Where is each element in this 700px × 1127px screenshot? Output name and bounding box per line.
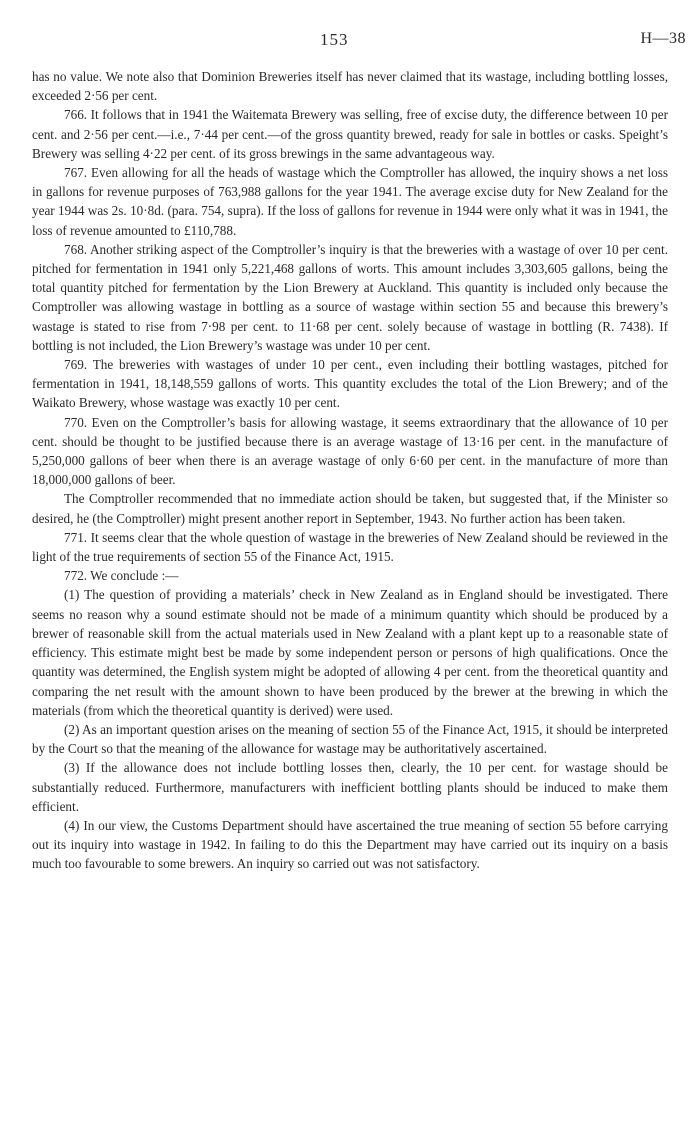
conclusion-4: (4) In our view, the Customs Department should have ascertained the true meaning of section 55 before carrying out its inquiry into wastage in 1942. In failing to do this the Department may have carried out its inquiry on a basis much too favourable to some brewers. An inquiry so carried out was not satisfactory. bbox=[32, 817, 668, 872]
paragraph-768: 768. Another striking aspect of the Comptroller’s inquiry is that the breweries with a wastage of over 10 per cent. pitched for fermentation in 1941 only 5,221,468 gallons of worts. This amount includes 3,303,605 gallons, being the total quantity pitched for fermentation by the Lion Brewery at Auckland. This quantity is included only because the Comptroller was allowing wastage in bottling as a source of wastage within section 55 and because this brewery’s wastage is stated to rise from 7·98 per cent. to 11·68 per cent. solely because of wastage in bottling (R. 7438). If bottling is not included, the Lion Brewery’s wastage was under 10 per cent. bbox=[32, 241, 668, 353]
conclusions-list bbox=[32, 585, 668, 873]
paragraph-771: 771. It seems clear that the whole question of wastage in the breweries of New Zealand should be reviewed in the light of the true requirements of section 55 of the Finance Act, 1915. bbox=[32, 529, 668, 565]
document-reference: H—38 bbox=[640, 30, 686, 47]
paragraph-770-continued: The Comptroller recommended that no immediate action should be taken, but suggested that, if the Minister so desired, he (the Comptroller) might present another report in September, 1943. No further action has been taken. bbox=[32, 491, 668, 526]
conclusion-1: (1) The question of providing a materials’ check in New Zealand as in England should be investigated. There seems no reason why a sound estimate should not be made of a minimum quantity which should be produced by a brewer of reasonable skill from the actual materials used in New Zealand with a plant kept up to a reasonable state of efficiency. This estimate might best be made by some independent person or persons of high qualifications. Once the quantity was determined, the English system might be adopted of allowing 4 per cent. from the theoretical quantity and comparing the net result with the amount shown to have been produced by the brewer at the brewing in which the materials (from which the theoretical quantity is derived) were used. bbox=[32, 587, 668, 718]
paragraph-continuation: has no value. We note also that Dominion Breweries itself has never claimed that its wastage, including bottling losses, exceeded 2·56 per cent. bbox=[32, 69, 668, 104]
page-header bbox=[0, 30, 700, 54]
paragraph-769: 769. The breweries with wastages of under 10 per cent., even including their bottling wastages, pitched for fermentation in 1941, 18,148,559 gallons of worts. This quantity excludes the total of the Lion Brewery; and of the Waikato Brewery, whose wastage was exactly 10 per cent. bbox=[32, 357, 668, 411]
paragraph-770: 770. Even on the Comptroller’s basis for allowing wastage, it seems extraordinary that the allowance of 10 per cent. should be thought to be justified because there is an average wastage of 13·16 per cent. in the manufacture of 5,250,000 gallons of beer when there is an average wastage of only 6·60 per cent. in the manufacture of more than 18,000,000 gallons of beer. bbox=[32, 414, 668, 488]
conclusion-2: (2) As an important question arises on the meaning of section 55 of the Finance Act, 1915, it should be interpreted by the Court so that the meaning of the allowance for wastage may be authoritatively ascertained. bbox=[32, 721, 668, 757]
conclusion-3: (3) If the allowance does not include bottling losses then, clearly, the 10 per cent. for wastage should be substantially reduced. Furthermore, manufacturers with inefficient bottling plants should be induced to make them efficient. bbox=[32, 760, 668, 814]
document-body bbox=[32, 67, 668, 874]
page-number: 153 bbox=[320, 30, 349, 49]
paragraph-772: 772. We conclude :— bbox=[64, 568, 179, 584]
paragraph-767: 767. Even allowing for all the heads of wastage which the Comptroller has allowed, the inquiry shows a net loss in gallons for revenue purposes of 763,988 gallons for the year 1941. The average excise duty for New Zealand for the year 1944 was 2s. 10·8d. (para. 754, supra). If the loss of gallons for revenue in 1944 were only what it was in 1941, the loss of revenue amounted to £110,788. bbox=[32, 165, 668, 238]
paragraph-766: 766. It follows that in 1941 the Waitemata Brewery was selling, free of excise duty, the difference between 10 per cent. and 2·56 per cent.—i.e., 7·44 per cent.—of the gross quantity brewed, ready for sale in bottles or casks. Speight’s Brewery was selling 4·22 per cent. of its gross brewings in the same advantageous way. bbox=[32, 107, 668, 161]
